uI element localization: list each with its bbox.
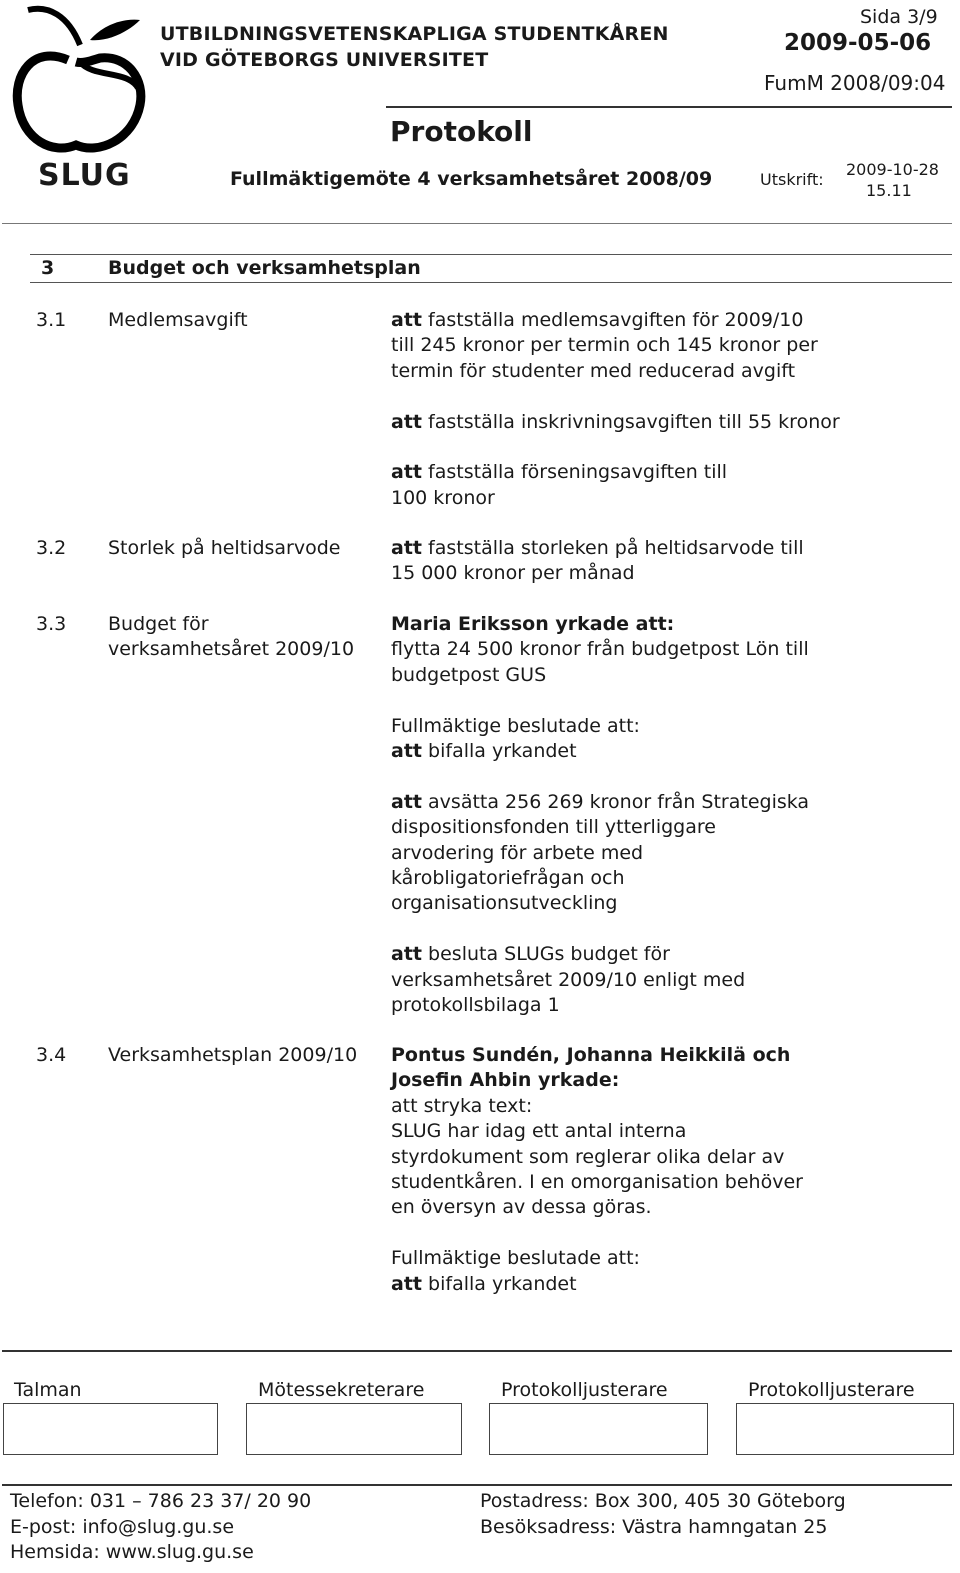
item-text-line [391,359,795,384]
plain-text: till 245 kronor per termin och 145 kronor per [391,334,818,357]
plain-text: SLUG har idag ett antal interna [391,1120,687,1143]
signature-box-talman[interactable] [3,1403,218,1455]
item-text-line [391,663,546,688]
item-text-line [391,460,727,485]
signature-label-secretary: Mötessekreterare [258,1379,425,1401]
plain-text: avsätta 256 269 kronor från Strategiska [422,790,810,813]
section-top-rule [30,254,952,255]
signature-top-rule [2,1350,952,1352]
plain-text: fastställa medlemsavgiften för 2009/10 [422,309,804,331]
item-text-line [391,1272,577,1297]
item-text-line [391,410,840,435]
plain-text: fastställa förseningsavgiften till [422,461,728,484]
apple-logo-icon [8,0,153,160]
bold-text: Maria Eriksson yrkade att: [391,613,675,635]
plain-text: 100 kronor [391,486,495,509]
page-number: Sida 3/9 [860,6,938,28]
plain-text: Fullmäktige beslutade att: [391,714,640,737]
plain-text: besluta SLUGs budget för [422,943,670,966]
org-name-line2: VID GÖTEBORGS UNIVERSITET [160,49,489,71]
item-text-line [391,790,809,815]
bold-text: att [391,537,422,559]
item-text-line [391,486,495,511]
item-label: Verksamhetsplan 2009/10 [108,1044,358,1066]
plain-text: fastställa inskrivningsavgiften till 55 kronor [422,410,840,433]
item-text-line [391,1170,803,1195]
item-label: Storlek på heltidsarvode [108,537,341,559]
print-date: 2009-10-28 [846,160,939,179]
header-bottom-rule [2,223,952,224]
plain-text: att stryka text: [391,1094,533,1117]
bold-text: Pontus Sundén, Johanna Heikkilä och [391,1044,791,1066]
item-text-line [391,739,577,764]
plain-text: kårobligatoriefrågan och [391,867,625,889]
item-text-line [391,1195,652,1220]
section-bottom-rule [30,282,952,283]
plain-text: termin för studenter med reducerad avgift [391,359,796,382]
plain-text: styrdokument som reglerar olika delar av [391,1145,785,1168]
item-text-line [391,333,818,358]
item-text-line [391,1068,619,1093]
item-number: 3.3 [36,613,67,635]
item-text-line [391,536,804,561]
item-text-line [391,637,809,662]
bold-text: att [391,461,422,484]
item-text-line [391,942,670,967]
org-name-line1: UTBILDNINGSVETENSKAPLIGA STUDENTKÅREN [160,23,669,45]
section-title: Budget och verksamhetsplan [108,257,421,279]
bold-text: att [391,1272,422,1295]
item-text-line [391,993,560,1018]
plain-text: studentkåren. I en omorganisation behöver [391,1171,803,1193]
bold-text: att [391,309,422,331]
slug-logo [8,0,153,200]
plain-text: fastställa storleken på heltidsarvode till [422,537,804,559]
plain-text: bifalla yrkandet [422,740,577,762]
plain-text: protokollsbilaga 1 [391,994,560,1016]
plain-text: organisationsutveckling [391,892,618,915]
footer-website: Hemsida: www.slug.gu.se [10,1541,254,1563]
document-ref: FumM 2008/09:04 [764,71,946,95]
item-label: Medlemsavgift [108,309,248,331]
item-text-line [391,1094,532,1119]
plain-text: verksamhetsåret 2009/10 enligt med [391,968,746,991]
item-number: 3.1 [36,309,67,331]
signature-label-adjuster-2: Protokolljusterare [748,1379,915,1401]
print-label: Utskrift: [760,170,824,189]
item-text-line [391,561,635,586]
signature-label-talman: Talman [14,1379,82,1401]
item-text-line [391,1145,784,1170]
item-text-line [391,866,625,891]
footer-visit-address: Besöksadress: Västra hamngatan 25 [480,1516,828,1538]
print-time: 15.11 [866,181,912,200]
item-text-line [391,968,745,993]
item-text-line [391,1119,686,1144]
signature-box-secretary[interactable] [246,1403,462,1455]
logo-text: SLUG [38,158,131,193]
section-number: 3 [41,257,55,279]
item-number: 3.4 [36,1044,67,1066]
item-text-line [391,841,643,866]
footer-email: E-post: info@slug.gu.se [10,1516,235,1538]
meeting-title: Fullmäktigemöte 4 verksamhetsåret 2008/09 [230,168,713,190]
plain-text: arvodering för arbete med [391,841,644,864]
plain-text: en översyn av dessa göras. [391,1196,652,1219]
bold-text: att [391,740,422,762]
bold-text: att [391,790,422,813]
signature-box-adjuster-2[interactable] [736,1403,954,1455]
item-text-line [391,1246,640,1271]
plain-text: flytta 24 500 kronor från budgetpost Lön till [391,638,809,661]
item-label: verksamhetsåret 2009/10 [108,638,355,661]
item-text-line [391,1043,790,1068]
item-text-line [391,891,618,916]
signature-box-adjuster-1[interactable] [489,1403,708,1455]
bold-text: att [391,410,422,433]
meeting-date: 2009-05-06 [784,30,932,56]
footer-phone: Telefon: 031 – 786 23 37/ 20 90 [10,1490,312,1512]
header-divider [386,106,952,108]
plain-text: dispositionsfonden till ytterliggare [391,816,716,839]
item-text-line [391,612,674,637]
plain-text: bifalla yrkandet [422,1272,577,1295]
footer-postal-address: Postadress: Box 300, 405 30 Göteborg [480,1490,846,1512]
item-text-line [391,815,716,840]
bold-text: att [391,943,422,966]
bold-text: Josefin Ahbin yrkade: [391,1069,620,1092]
plain-text: budgetpost GUS [391,663,547,686]
plain-text: 15 000 kronor per månad [391,562,635,585]
item-text-line [391,714,640,739]
plain-text: Fullmäktige beslutade att: [391,1247,640,1270]
item-label: Budget för [108,613,209,635]
document-type: Protokoll [390,115,533,148]
item-text-line [391,308,803,333]
footer-rule [2,1484,952,1486]
signature-label-adjuster-1: Protokolljusterare [501,1379,668,1401]
item-number: 3.2 [36,537,67,559]
